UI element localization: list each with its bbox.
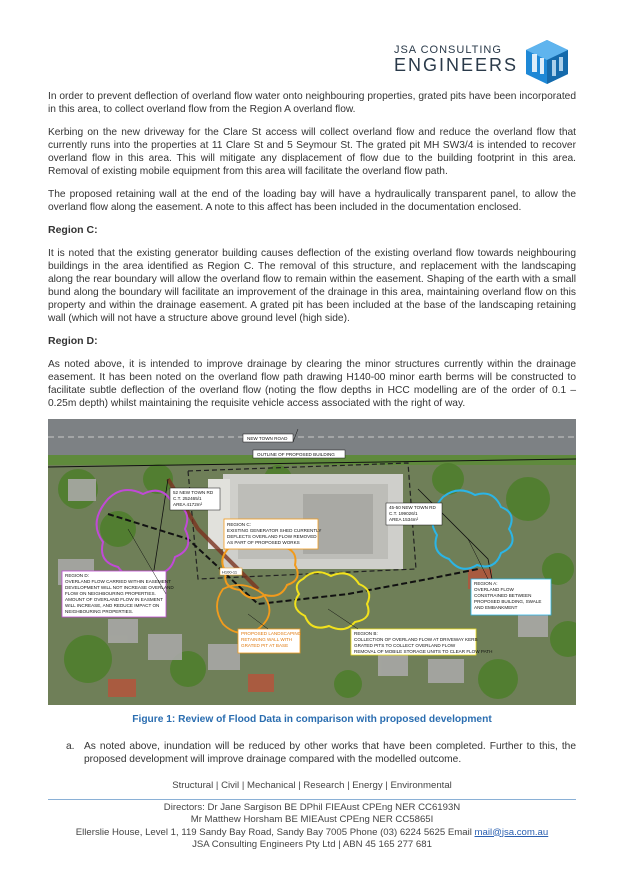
footer-address-line [48,827,576,840]
flood-review-figure [48,419,576,705]
region-c-text: It is noted that the existing generator building causes deflection of the existing overland flow towards neighbouring buildings in the area identified as Region C. The removal of this structure, and replacement with the landscaping along the rear boundary will allow the overland flow to remain within the easement. Shaping of the earth with a small bund along the boundary will facilitate an improvement of the drainage in this area, maintaining overland flow on this property and within the drainage easement. A grated pit has been included at the base of the landscaping retaining wall (which will not have a structure above ground level (high side). [48,248,576,324]
figure-caption: Figure 1: Review of Flood Data in comparison with proposed development [132,714,492,725]
body-text [48,90,576,420]
label-region-c-3: DEFLECTS OVERLAND FLOW REMOVED [227,534,317,539]
label-lot4550-3: AREA 1534m² [389,517,419,522]
label-region-d-1: REGION D: [65,573,89,578]
logo-line1: JSA CONSULTING [393,44,502,56]
label-region-b-1: REGION B: [354,631,378,636]
footer-email-link[interactable]: mail@jsa.com.au [474,826,549,838]
label-landscaping-1: PROPOSED LANDSCAPING [241,631,302,636]
region-c-heading: Region C: [48,224,98,236]
logo-line2: ENGINEERS [393,55,518,75]
label-lot52-3: AREA 4172m² [173,502,203,507]
label-region-d-7: NEIGHBOURING PROPERTIES. [65,609,134,614]
region-d-text: As noted above, it is intended to improve drainage by clearing the minor structures currently within the drainage easement. It has been noted on the overland flow path drawing H140-00 minor earth berms will be constructed to facilitate subtle deflection of the overland flow (noting the flow depths in HCC modelling are of the order of 0.1 – 0.25m depth) whilst maintaining the requisite vehicle access associated with the right of way. [48,359,576,409]
label-small-tag: H100-11 [222,569,238,575]
footer-services: Structural | Civil | Mechanical | Research | Energy | Environmental [172,780,452,791]
label-lot4550-2: C.T. 199026/1 [389,511,418,516]
paragraph-2: Kerbing on the new driveway for the Clare St access will collect overland flow and reduce the overland flow that currently runs into the properties at 11 Clare St and 5 Seymour St. The grated pit MH SW3/4 is intended to recover overland flow in this area. This will mitigate any displacement of flow due to the building footprint in this area. Removal of existing mobile equipment from this area will facilitate the overland flow path. [48,127,576,177]
label-new-town-road: NEW TOWN ROAD [247,436,288,441]
label-region-d-5: AMOUNT OF OVERLAND FLOW IN EASMENT [65,597,163,602]
logo-cube-icon [524,38,570,84]
label-lot4550-1: 45-50 NEW TOWN RD [389,505,436,510]
label-region-d-6: WILL INCREASE, AND REDUCE IMPACT ON [65,603,160,608]
label-region-c-2: EXISTING GENERATOR SHED CURRENTLY [227,528,322,533]
label-region-a-1: REGION A: [474,581,498,586]
label-landscaping-3: GRATED PIT AT BASE [241,643,289,648]
label-landscaping-2: RETAINING WALL WITH [241,637,293,642]
label-region-b-3: GRATED PITS TO COLLECT OVERLAND FLOW [354,643,456,648]
label-region-b-4: REMOVAL OF MOBILE STORAGE UNITS TO CLEAR FLOW PATH [354,649,493,654]
label-region-a-2: OVERLAND FLOW [474,587,514,592]
label-region-d-2: OVERLAND FLOW CARRIED WITHIN EASEMENT [65,579,171,584]
paragraph-3: The proposed retaining wall at the end of the loading bay will have a hydraulically transparent panel, to allow the overland flow along the easement. A note to this affect has been included in the documentation enclosed. [48,189,576,213]
footer-address: Ellerslie House, Level 1, 119 Sandy Bay Road, Sandy Bay 7005 Phone (03) 6224 5625 Email [75,826,475,838]
footer-directors-2: Mr Matthew Horsham BE MIEAust CPEng NER CC5865I [190,814,434,825]
label-outline: OUTLINE OF PROPOSED BUILDING [257,452,335,457]
footer-directors-1: Directors: Dr Jane Sargison BE DPhil FIEAust CPEng NER CC6193N [163,801,461,813]
list-text: As noted above, inundation will be reduced by other works that have been completed. Further to this, the proposed development will improve drainage compared with the modelled outcome. [84,741,576,765]
list-item-a [66,740,576,766]
page-footer [48,780,576,852]
label-lot52-1: 52 NEW TOWN RD [173,490,214,495]
footer-divider [48,799,576,800]
region-d-heading: Region D: [48,335,98,347]
label-region-d-4: FLOW ON NEIGHBOURING PROPERTIES. [65,591,156,596]
company-logo [394,38,570,84]
list-marker: a. [66,741,75,752]
label-region-a-3: CONSTRAINED BETWEEN [474,593,532,598]
paragraph-1: In order to prevent deflection of overland flow water onto neighbouring properties, grated pits have been incorporated in this area, to collect overland flow from the Region A overland flow. [48,91,576,115]
label-region-a-4: PROPOSED BUILDING, SWALE [474,599,542,604]
label-region-c-4: AS PART OF PROPOSED WORKS [227,540,300,545]
footer-company: JSA Consulting Engineers Pty Ltd | ABN 45 165 277 681 [192,839,432,850]
label-region-a-5: AND EMBANKMENT [474,605,518,610]
label-region-d-3: DEVELOPMENT WILL NOT INCREASE OVERLAND [65,585,174,590]
label-region-c-1: REGION C: [227,522,251,527]
label-lot52-2: C.T. 252465/1 [173,496,202,501]
label-region-b-2: COLLECTION OF OVERLAND FLOW AT DRIVEWAY KERB [354,637,478,642]
